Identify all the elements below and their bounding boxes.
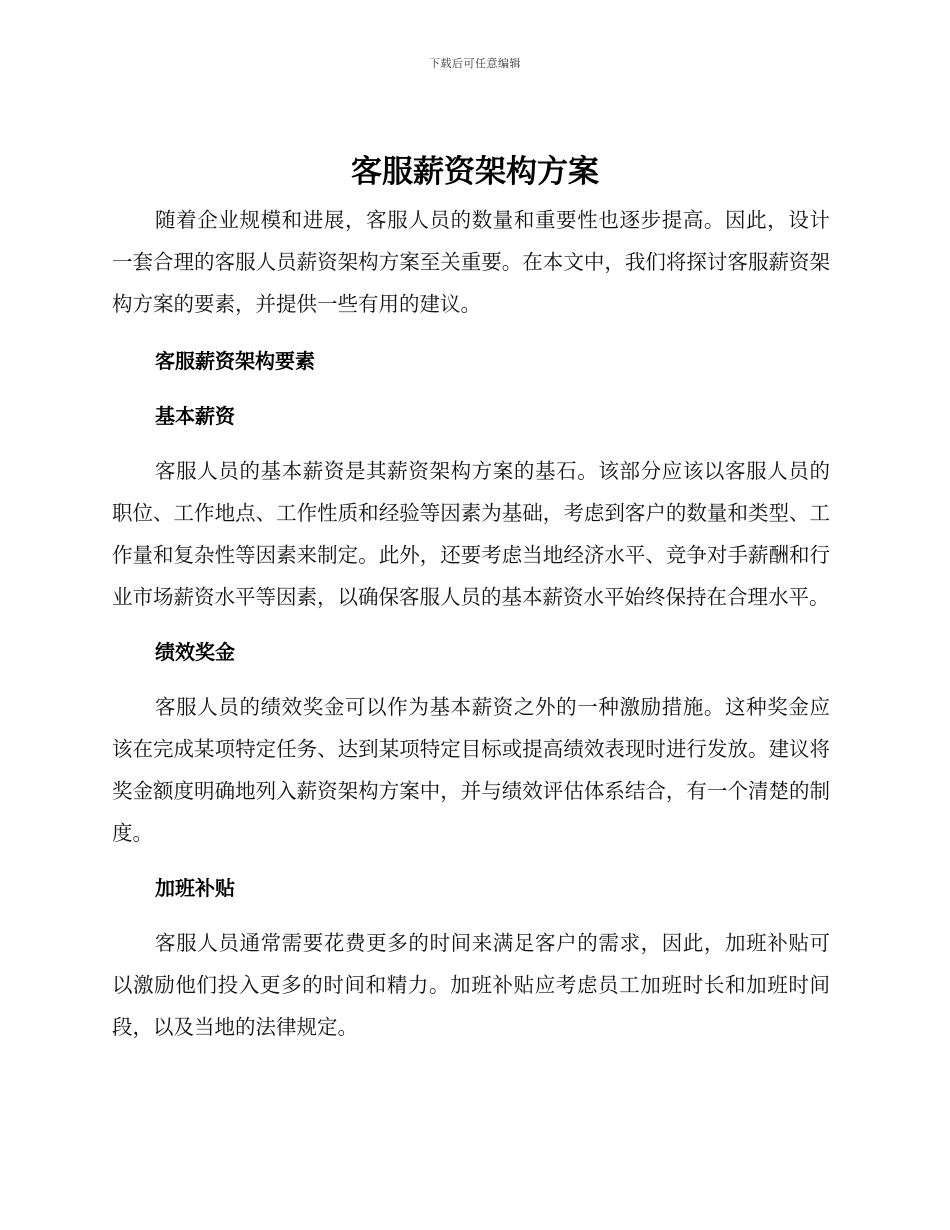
document-title: 客服薪资架构方案 <box>351 154 599 190</box>
section-heading: 客服薪资架构要素 <box>155 349 315 373</box>
intro-paragraph: 随着企业规模和进展，客服人员的数量和重要性也逐步提高。因此，设计一套合理的客服人员薪资架构方案至关重要。在本文中，我们将探讨客服薪资架构方案的要素，并提供一些有用的建议。 <box>112 208 830 316</box>
paragraph-basic-salary: 客服人员的基本薪资是其薪资架构方案的基石。该部分应该以客服人员的职位、工作地点、工作性质和经验等因素为基础，考虑到客户的数量和类型、工作量和复杂性等因素来制定。此外，还要考虑当地经济水平、竞争对手薪酬和行业市场薪资水平等因素，以确保客服人员的基本薪资水平始终保持在合理水平。 <box>112 459 830 609</box>
paragraph-performance-bonus: 客服人员的绩效奖金可以作为基本薪资之外的一种激励措施。这种奖金应该在完成某项特定任务、达到某项特定目标或提高绩效表现时进行发放。建议将奖金额度明确地列入薪资架构方案中，并与绩效评估体系结合，有一个清楚的制度。 <box>112 695 830 845</box>
subsection-heading-performance-bonus: 绩效奖金 <box>155 640 235 664</box>
paragraph-overtime-allowance: 客服人员通常需要花费更多的时间来满足客户的需求，因此，加班补贴可以激励他们投入更多的时间和精力。加班补贴应考虑员工加班时长和加班时间段，以及当地的法律规定。 <box>112 931 830 1039</box>
document-body <box>112 199 830 1048</box>
subsection-heading-basic-salary: 基本薪资 <box>155 404 235 428</box>
header-note: 下载后可任意编辑 <box>429 57 521 70</box>
subsection-heading-overtime-allowance: 加班补贴 <box>155 876 235 900</box>
